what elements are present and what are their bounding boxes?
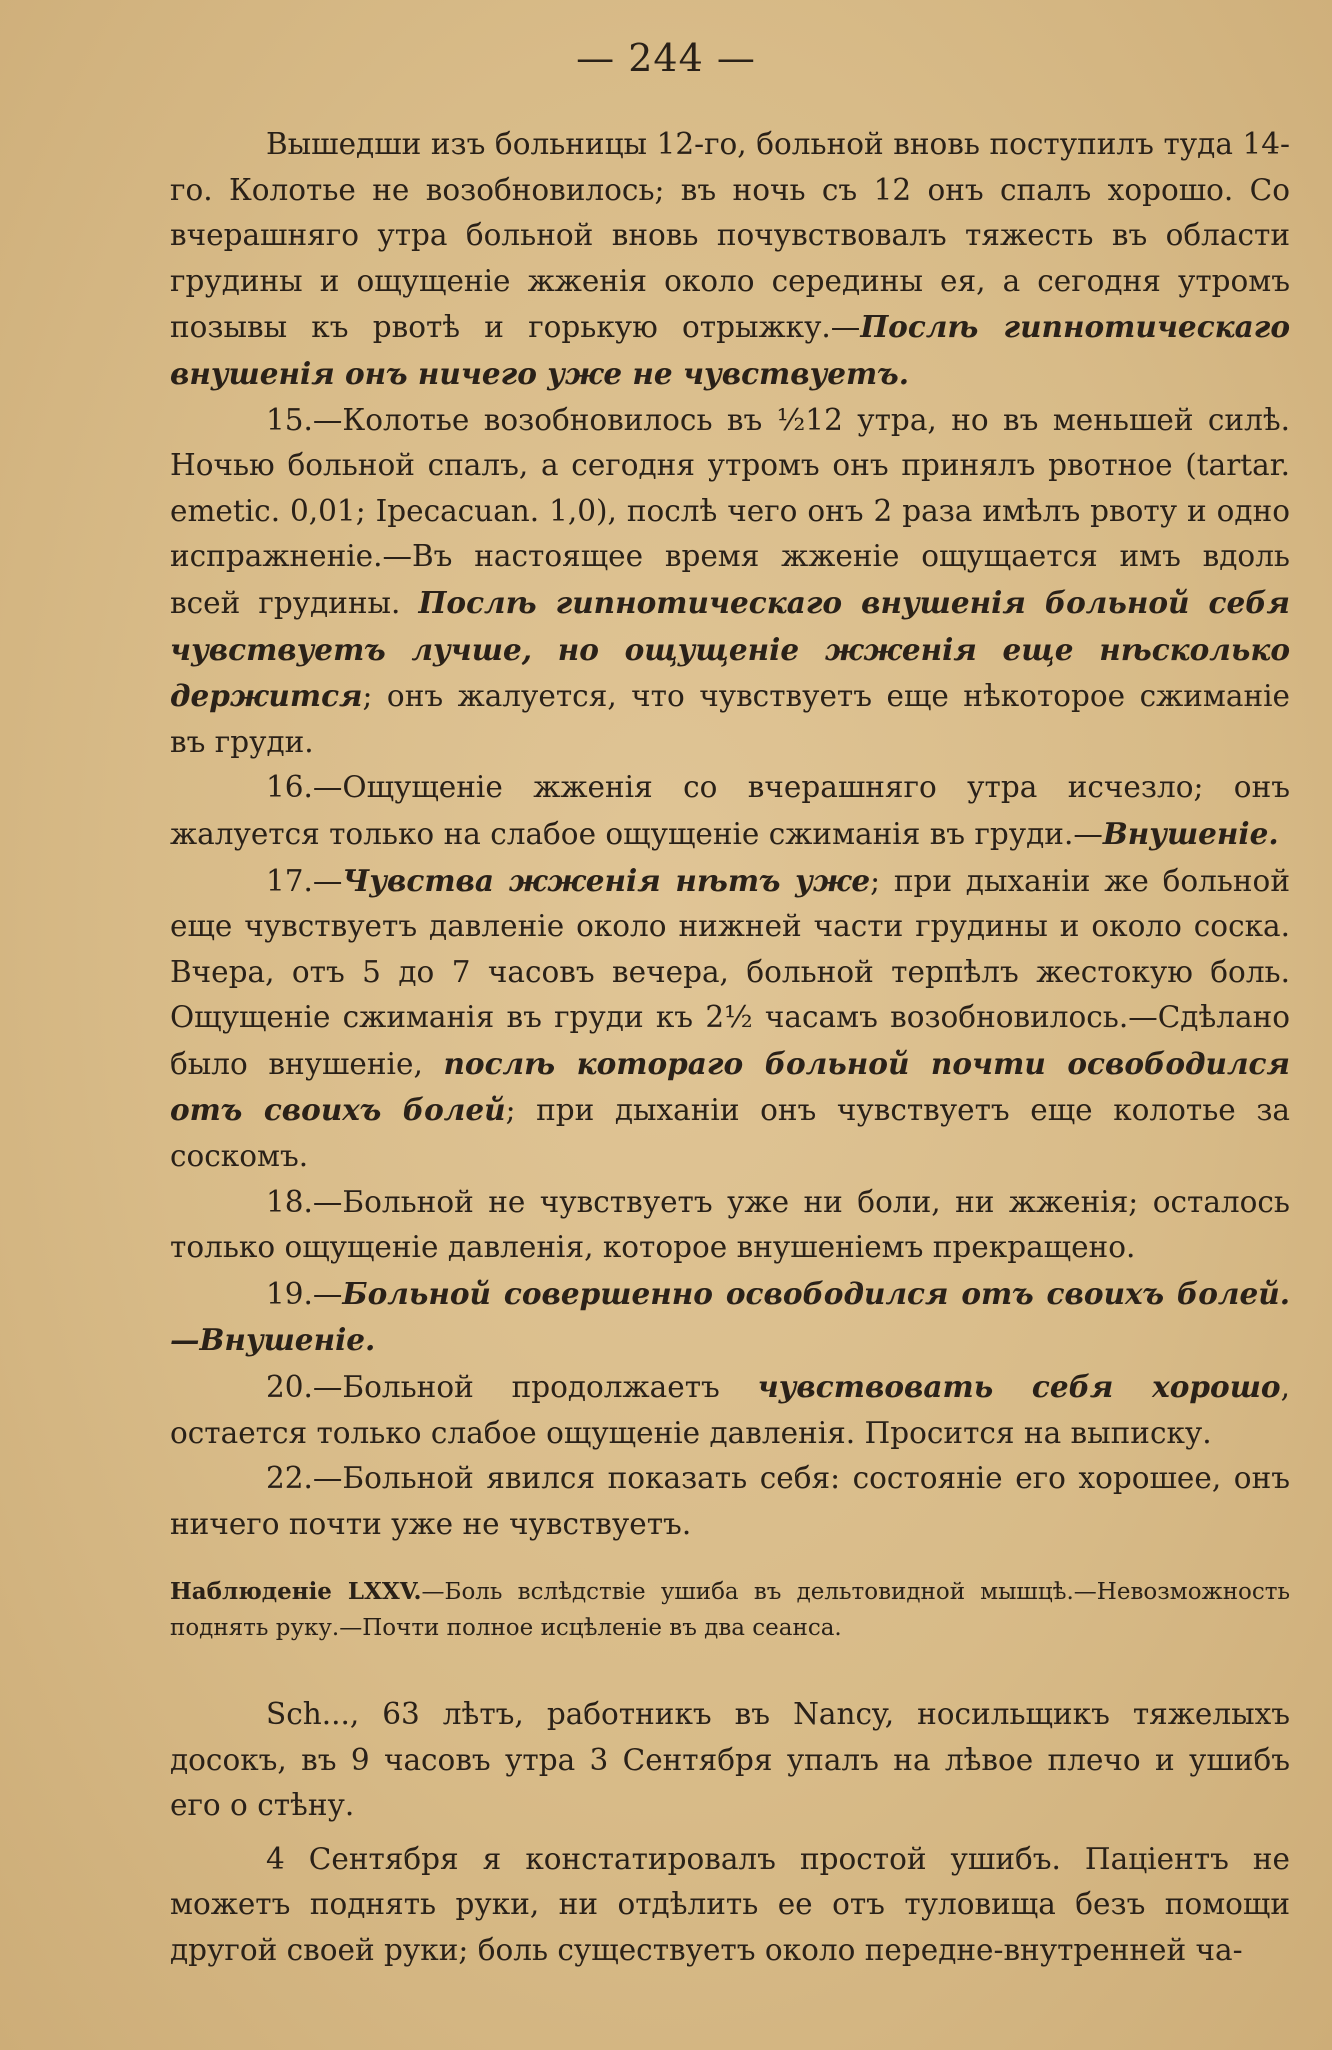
- paragraph: [170, 1364, 1290, 1456]
- text-run: , остается только слабое ощущеніе давленія. Просится на выписку.: [170, 1370, 1290, 1450]
- text-run: 16.—Ощущеніе жженія со вчерашняго утра исчезло; онъ жалуется только на слабое ощущеніе сжиманія въ груди.—: [170, 770, 1290, 851]
- observation-title: Наблюденіе LXXV.: [170, 1578, 422, 1605]
- paragraph: [170, 1456, 1290, 1547]
- text-run: 17.—: [266, 863, 343, 898]
- paragraph: [170, 398, 1290, 766]
- italic-run: послѣ котораго больной почти освободился отъ своихъ болей: [170, 1045, 1290, 1128]
- text-run: 19.—: [266, 1276, 343, 1311]
- text-run: Вышедши изъ больницы 12-го, больной вновь поступилъ туда 14-го. Колотье не возобновилось; въ ночь съ 12 онъ спалъ хорошо. Со вчерашняго утра больной вновь почувствовалъ тяжесть въ области грудины и ощущеніе жженія около середины ея, а сегодня утромъ позывы къ рвотѣ и горькую отрыжку.—: [170, 127, 1290, 345]
- italic-run: Чувства жженія нѣтъ уже: [342, 862, 871, 898]
- observation-text: [170, 1692, 1290, 1974]
- text-run: ; онъ жалуется, что чувствуетъ еще нѣкоторое сжиманіе въ груди.: [170, 679, 1290, 759]
- page-number: — 244 —: [576, 36, 756, 80]
- paragraph: 4 Сентября я констатировалъ простой ушибъ. Паціентъ не можетъ поднять руки, ни отдѣлить ее отъ туловища безъ помощи другой своей руки; боль существуетъ около передне-внутренней ча-: [170, 1841, 1290, 1967]
- observation-summary: —Боль вслѣдствіе ушиба въ дельтовидной мышцѣ.—Невозможность поднять руку.—Почти полное исцѣленіе въ два сеанса.: [170, 1579, 1290, 1641]
- italic-run: Внушеніе.: [1102, 815, 1279, 851]
- text-run: 22.—Больной явился показать себя: состояніе его хорошее, онъ ничего почти уже не чувствуетъ.: [170, 1461, 1290, 1541]
- text-run: 18.—Больной не чувствуетъ уже ни боли, ни жженія; осталось только ощущеніе давленія, которое внушеніемъ прекращено.: [170, 1184, 1290, 1265]
- italic-run: Больной совершенно освободился отъ своихъ болей.—Внушеніе.: [170, 1275, 1290, 1358]
- paragraph: [170, 1271, 1290, 1364]
- observation-heading: [170, 1574, 1290, 1646]
- text-run: 15.—Колотье возобновилось въ ½12 утра, но въ меньшей силѣ. Ночью больной спалъ, а сегодня утромъ онъ принялъ рвотное (tartar. emetic. 0,01; Ipecacuan. 1,0), послѣ чего онъ 2 раза имѣлъ рвоту и одно испражненіе.—Въ настоящее время жженіе ощущается имъ вдоль всей грудины.: [170, 402, 1290, 620]
- paragraph: [170, 858, 1290, 1180]
- main-text: [170, 122, 1290, 1547]
- text-run: ; при дыханіи онъ чувствуетъ еще колотье за соскомъ.: [170, 1093, 1290, 1174]
- italic-run: чувствовать себя хорошо: [757, 1369, 1281, 1405]
- paragraph: [170, 122, 1290, 398]
- paragraph: Sch..., 63 лѣтъ, работникъ въ Nancy, носильщикъ тяжелыхъ досокъ, въ 9 часовъ утра 3 Сентября упалъ на лѣвое плечо и ушибъ его о стѣну.: [170, 1697, 1290, 1823]
- text-run: 20.—Больной продолжаетъ: [266, 1370, 758, 1405]
- text-run: ; при дыханіи же больной еще чувствуетъ давленіе около нижней части грудины и около соска. Вчера, отъ 5 до 7 часовъ вечера, больной терпѣлъ жестокую боль. Ощущеніе сжиманія въ груди къ 2½ часамъ возобновилось.—Сдѣлано было внушеніе,: [170, 863, 1290, 1081]
- paragraph: [170, 765, 1290, 857]
- italic-run: Послѣ гипнотическаго внушенія больной себя чувствуетъ лучше, но ощущеніе жженія еще нѣсколько держится: [170, 584, 1291, 714]
- italic-run: Послѣ гипнотическаго внушенія онъ ничего уже не чувствуетъ.: [170, 309, 1290, 391]
- paragraph: [170, 1180, 1290, 1271]
